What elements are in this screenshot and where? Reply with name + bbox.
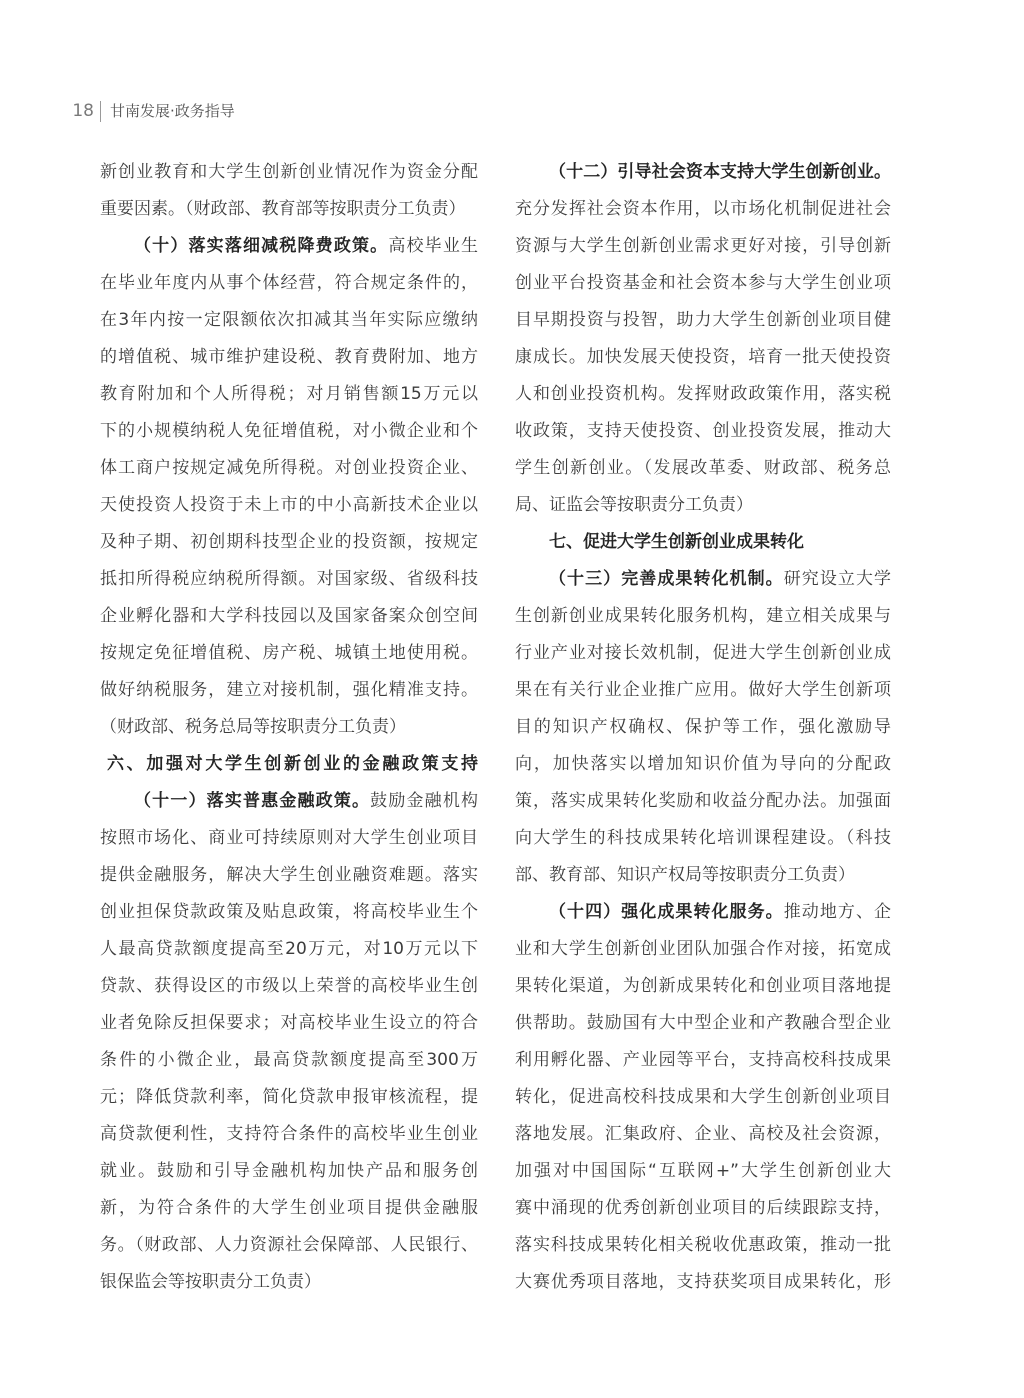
body-text-line: 行业产业对接长效机制，促进大学生创新创业成 — [515, 643, 891, 663]
body-text-line: 康成长。加快发展天使投资，培育一批天使投资 — [515, 347, 891, 367]
body-text-line: 贷款、获得设区的市级以上荣誉的高校毕业生创 — [100, 976, 478, 996]
body-text-line: 体工商户按规定减免所得税。对创业投资企业、 — [100, 458, 478, 478]
body-text-line — [515, 894, 891, 931]
body-text-line: 重要因素。（财政部、教育部等按职责分工负责） — [100, 199, 466, 219]
body-text-line: 学生创新创业。（发展改革委、财政部、税务总 — [515, 458, 891, 478]
body-text-line: 目早期投资与投智，助力大学生创新创业项目健 — [515, 310, 891, 330]
body-text-line: 部、教育部、知识产权局等按职责分工负责） — [515, 865, 855, 885]
body-text-line: 收政策，支持天使投资、创业投资发展，推动大 — [515, 421, 891, 441]
body-text-line: 向，加快落实以增加知识价值为导向的分配政 — [515, 754, 891, 774]
body-text-line: 人最高贷款额度提高至20万元，对10万元以下 — [100, 939, 478, 959]
section-heading: 六、加强对大学生创新创业的金融政策支持 — [107, 754, 478, 774]
section-heading: 七、促进大学生创新创业成果转化 — [549, 532, 804, 552]
body-text-line: 高贷款便利性，支持符合条件的高校毕业生创业 — [100, 1124, 478, 1144]
body-text-line: 银保监会等按职责分工负责） — [100, 1272, 321, 1292]
body-text-line: 做好纳税服务，建立对接机制，强化精准支持。 — [100, 680, 478, 700]
body-text-line: 条件的小微企业，最高贷款额度提高至300万 — [100, 1050, 478, 1070]
body-text-line: 目的知识产权确权、保护等工作，强化激励导 — [515, 717, 891, 737]
body-text-line: 加强对中国国际“互联网+”大学生创新创业大 — [515, 1161, 891, 1181]
body-text-line: 下的小规模纳税人免征增值税，对小微企业和个 — [100, 421, 478, 441]
body-text-line: 资源与大学生创新创业需求更好对接，引导创新 — [515, 236, 891, 256]
body-text-line: 大赛优秀项目落地，支持获奖项目成果转化，形 — [515, 1272, 891, 1292]
body-text: 鼓励金融机构 — [370, 791, 478, 811]
body-text-line: 新创业教育和大学生创新创业情况作为资金分配 — [100, 162, 478, 182]
body-text-line: 果转化渠道，为创新成果转化和创业项目落地提 — [515, 976, 891, 996]
body-text: 高校毕业生 — [388, 236, 478, 256]
body-text-line: 人和创业投资机构。发挥财政政策作用，落实税 — [515, 384, 891, 404]
body-text-line: 天使投资人投资于未上市的中小高新技术企业以 — [100, 495, 478, 515]
body-text-line — [100, 783, 478, 820]
subsection-title: （十三）完善成果转化机制。 — [549, 569, 784, 589]
body-text-line: 充分发挥社会资本作用，以市场化机制促进社会 — [515, 199, 891, 219]
publication-column-title: 甘南发展·政务指导 — [110, 102, 235, 120]
body-text-line: 利用孵化器、产业园等平台，支持高校科技成果 — [515, 1050, 891, 1070]
subsection-title: （十）落实落细减税降费政策。 — [134, 236, 389, 256]
header-divider — [100, 101, 101, 122]
subsection-title: （十一）落实普惠金融政策。 — [134, 791, 371, 811]
subsection-title: （十二）引导社会资本支持大学生创新创业。 — [549, 162, 891, 182]
body-text-line: 向大学生的科技成果转化培训课程建设。（科技 — [515, 828, 891, 848]
body-text-line: 教育附加和个人所得税；对月销售额15万元以 — [100, 384, 478, 404]
body-text-line — [515, 154, 891, 191]
body-text-line: 提供金融服务，解决大学生创业融资难题。落实 — [100, 865, 478, 885]
body-text-line: （财政部、税务总局等按职责分工负责） — [100, 717, 406, 737]
body-text-line: 就业。鼓励和引导金融机构加快产品和服务创 — [100, 1161, 478, 1181]
body-text-line: 在毕业年度内从事个体经营，符合规定条件的， — [100, 273, 478, 293]
body-text-line: 创业平台投资基金和社会资本参与大学生创业项 — [515, 273, 891, 293]
body-text-line: 落实科技成果转化相关税收优惠政策，推动一批 — [515, 1235, 891, 1255]
body-text-line: 局、证监会等按职责分工负责） — [515, 495, 753, 515]
body-text-line: 供帮助。鼓励国有大中型企业和产教融合型企业 — [515, 1013, 891, 1033]
body-text-line: 赛中涌现的优秀创新创业项目的后续跟踪支持， — [515, 1198, 891, 1218]
subsection-title: （十四）强化成果转化服务。 — [549, 902, 784, 922]
body-text-line: 务。（财政部、人力资源社会保障部、人民银行、 — [100, 1235, 478, 1255]
body-text-line — [100, 228, 478, 265]
body-text: 研究设立大学 — [783, 569, 891, 589]
left-column — [100, 154, 478, 1301]
body-text-line: 业者免除反担保要求；对高校毕业生设立的符合 — [100, 1013, 478, 1033]
body-text-line: 新，为符合条件的大学生创业项目提供金融服 — [100, 1198, 478, 1218]
body-text-line: 的增值税、城市维护建设税、教育费附加、地方 — [100, 347, 478, 367]
body-text-line: 策，落实成果转化奖励和收益分配办法。加强面 — [515, 791, 891, 811]
body-text-line: 生创新创业成果转化服务机构，建立相关成果与 — [515, 606, 891, 626]
body-text-line — [515, 561, 891, 598]
body-text-line: 业和大学生创新创业团队加强合作对接，拓宽成 — [515, 939, 891, 959]
body-text-line: 落地发展。汇集政府、企业、高校及社会资源， — [515, 1124, 891, 1144]
body-text-line: 果在有关行业企业推广应用。做好大学生创新项 — [515, 680, 891, 700]
body-text-line: 按照市场化、商业可持续原则对大学生创业项目 — [100, 828, 478, 848]
body-text-line: 按规定免征增值税、房产税、城镇土地使用税。 — [100, 643, 478, 663]
body-text: 推动地方、企 — [783, 902, 891, 922]
body-text-line: 及种子期、初创期科技型企业的投资额，按规定 — [100, 532, 478, 552]
body-text-line: 转化，促进高校科技成果和大学生创新创业项目 — [515, 1087, 891, 1107]
body-text-line: 创业担保贷款政策及贴息政策，将高校毕业生个 — [100, 902, 478, 922]
body-text-line: 抵扣所得税应纳税所得额。对国家级、省级科技 — [100, 569, 478, 589]
page-number: 18 — [72, 101, 94, 121]
right-column — [515, 154, 891, 1301]
body-text-line: 在3年内按一定限额依次扣减其当年实际应缴纳 — [100, 310, 478, 330]
body-text-line: 企业孵化器和大学科技园以及国家备案众创空间 — [100, 606, 478, 626]
body-text-line: 元；降低贷款利率，简化贷款申报审核流程，提 — [100, 1087, 478, 1107]
